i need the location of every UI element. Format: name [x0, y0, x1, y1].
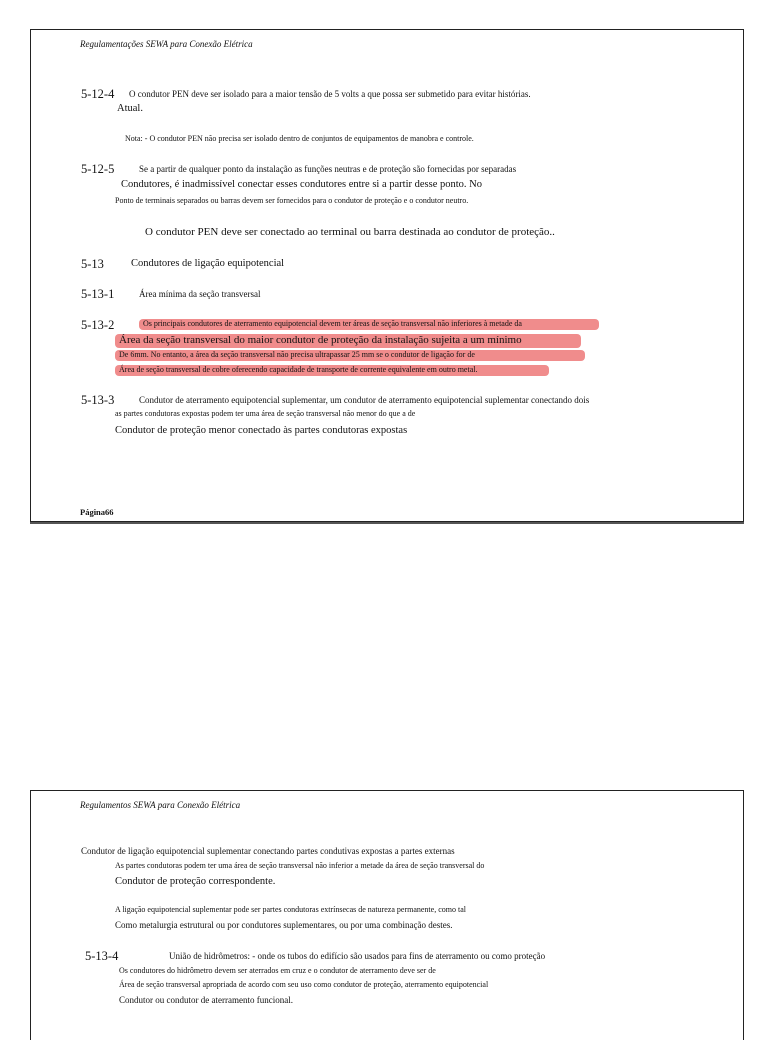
section-5-12-5-line-2: Condutores, é inadmissível conectar esses condutores entre si a partir desse ponto. No	[121, 179, 482, 190]
section-number-5-13-3: 5-13-3	[81, 393, 115, 407]
section-5-12-5-line-4: O condutor PEN deve ser conectado ao terminal ou barra destinada ao condutor de proteção..	[145, 226, 555, 238]
section-5-13-title: Condutores de ligação equipotencial	[131, 258, 285, 269]
page-footer: Página66	[80, 507, 114, 517]
section-5-12-5-line-1: Se a partir de qualquer ponto da instalação as funções neutras e de proteção são fornecidas por separadas	[139, 164, 517, 174]
section-5-13-4-line-2: Os condutores do hidrômetro devem ser aterrados em cruz e o condutor de aterramento deve ser de	[119, 966, 436, 975]
section-5-13-4-line-1: União de hidrômetros: - onde os tubos do edifício são usados para fins de aterramento ou como proteção	[169, 951, 546, 961]
note-text: Nota: - O condutor PEN não precisa ser isolado dentro de conjuntos de equipamentos de manobra e controle.	[125, 134, 474, 143]
section-number-5-12-5: 5-12-5	[81, 162, 115, 176]
section-number-5-13-2: 5-13-2	[81, 318, 115, 332]
page-header: Regulamentos SEWA para Conexão Elétrica	[80, 800, 241, 810]
page-header: Regulamentações SEWA para Conexão Elétrica	[80, 39, 253, 49]
section-number-5-13-4: 5-13-4	[85, 949, 119, 963]
section-5-13-3-line-2: as partes condutoras expostas podem ter uma área de seção transversal não menor do que a de	[115, 409, 416, 418]
highlighted-line-2: Área da seção transversal do maior condutor de proteção da instalação sujeita a um mínimo	[115, 334, 581, 348]
section-5-13-4-line-4: Condutor ou condutor de aterramento funcional.	[119, 995, 293, 1005]
para-1-line-2: As partes condutoras podem ter uma área de seção transversal não inferior a metade da área de seção transversal do	[115, 861, 485, 870]
para-2-line-2: Como metalurgia estrutural ou por condutores suplementares, ou por uma combinação destes.	[115, 920, 453, 930]
highlighted-line-4: Área de seção transversal de cobre oferecendo capacidade de transporte de corrente equivalente em outro metal.	[115, 365, 549, 376]
section-5-13-3-line-1: Condutor de aterramento equipotencial suplementar, um condutor de aterramento equipotencial suplementar conectando dois	[139, 395, 590, 405]
highlighted-line-3: De 6mm. No entanto, a área da seção transversal não precisa ultrapassar 25 mm se o condutor de ligação for de	[115, 350, 585, 361]
section-5-13-3-line-3: Condutor de proteção menor conectado às partes condutoras expostas	[115, 425, 408, 436]
section-5-12-5-line-3: Ponto de terminais separados ou barras devem ser fornecidos para o condutor de proteção e o condutor neutro.	[115, 196, 469, 205]
para-2-line-1: A ligação equipotencial suplementar pode ser partes condutoras extrínsecas de natureza permanente, como tal	[115, 905, 466, 914]
para-1-line-3: Condutor de proteção correspondente.	[115, 876, 276, 887]
section-5-12-4-line-2: Atual.	[117, 103, 143, 114]
document-page-2	[30, 790, 744, 1040]
section-5-13-4-line-3: Área de seção transversal apropriada de acordo com seu uso como condutor de proteção, aterramento equipotencial	[119, 980, 489, 989]
section-number-5-12-4: 5-12-4	[81, 87, 115, 101]
section-number-5-13-1: 5-13-1	[81, 287, 115, 301]
section-number-5-13: 5-13	[81, 257, 104, 271]
para-1-line-1: Condutor de ligação equipotencial suplementar conectando partes condutivas expostas a partes externas	[81, 846, 455, 856]
section-5-12-4-line-1: O condutor PEN deve ser isolado para a maior tensão de 5 volts a que possa ser submetido para evitar histórias.	[129, 89, 531, 99]
highlighted-line-1: Os principais condutores de aterramento equipotencial devem ter áreas de seção transversal não inferiores à metade da	[139, 319, 599, 330]
section-5-13-1-title: Área mínima da seção transversal	[139, 289, 261, 299]
document-page-1	[30, 29, 744, 522]
